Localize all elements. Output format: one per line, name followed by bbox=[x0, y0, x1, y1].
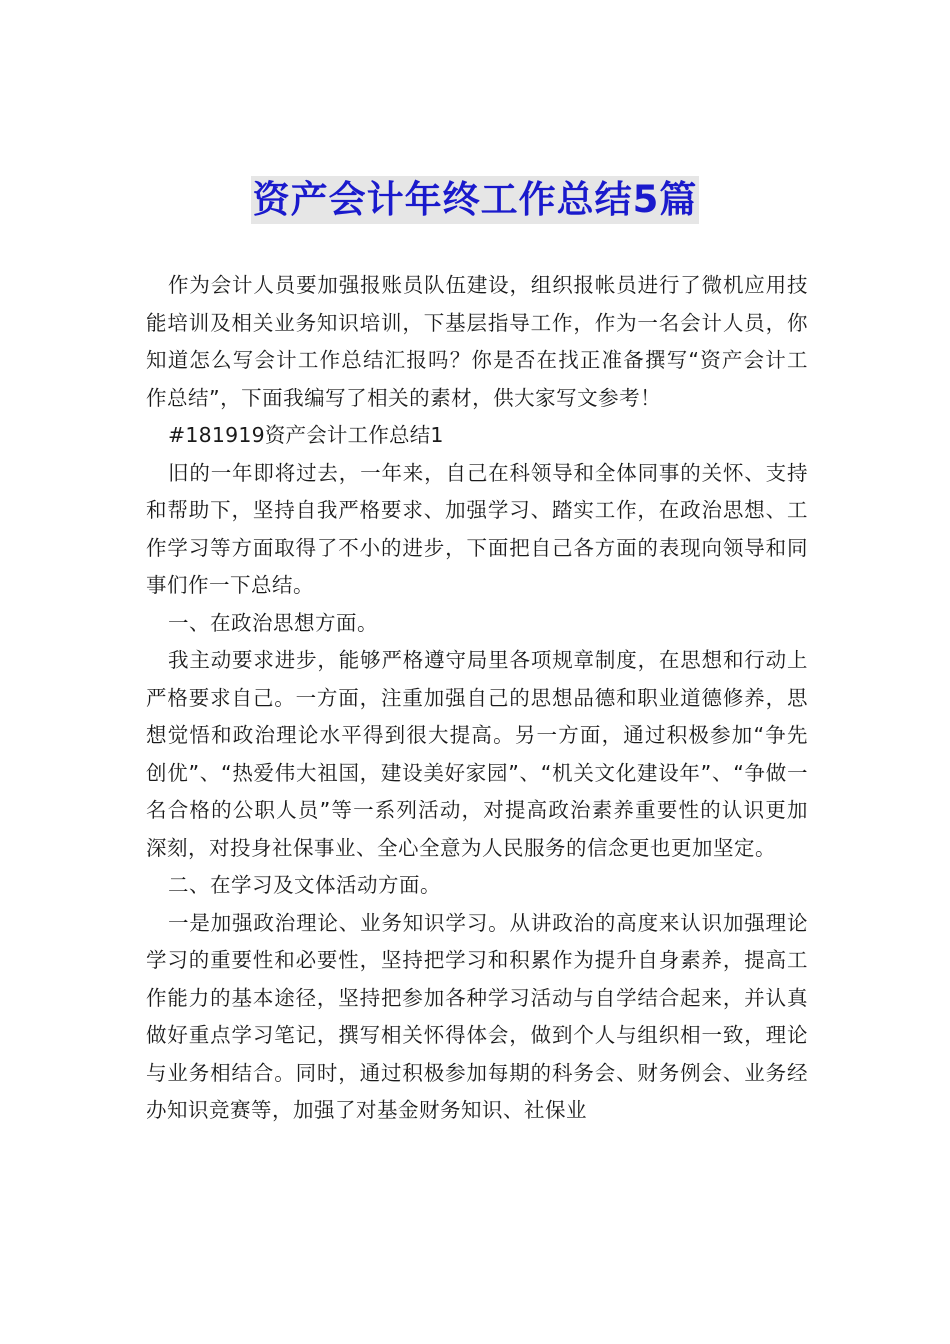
section-heading: #181919资产会计工作总结1 bbox=[168, 423, 444, 447]
intro-paragraph: 作为会计人员要加强报账员队伍建设，组织报帐员进行了微机应用技能培训及相关业务知识培训，下基层指导工作，作为一名会计人员，你知道怎么写会计工作总结汇报吗？你是否在找正准备撰写“资产会计工作总结”，下面我编写了相关的素材，供大家写文参考！ bbox=[146, 273, 808, 410]
document-body bbox=[146, 267, 808, 1130]
title-area bbox=[0, 176, 950, 224]
subsection-heading: 一、在政治思想方面。 bbox=[168, 610, 378, 635]
body-paragraph: 旧的一年即将过去，一年来，自己在科领导和全体同事的关怀、支持和帮助下，坚持自我严格要求、加强学习、踏实工作，在政治思想、工作学习等方面取得了不小的进步，下面把自己各方面的表现向领导和同事们作一下总结。 bbox=[146, 460, 808, 597]
subsection-heading: 二、在学习及文体活动方面。 bbox=[168, 873, 441, 897]
body-paragraph: 我主动要求进步，能够严格遵守局里各项规章制度，在思想和行动上严格要求自己。一方面，注重加强自己的思想品德和职业道德修养，思想觉悟和政治理论水平得到很大提高。另一方面，通过积极参加“争先创优”、“热爱伟大祖国，建设美好家园”、“机关文化建设年”、“争做一名合格的公职人员”等一系列活动，对提高政治素养重要性的认识更加深刻，对投身社保事业、全心全意为人民服务的信念更也更加坚定。 bbox=[146, 648, 808, 860]
document-title: 资产会计年终工作总结5篇 bbox=[251, 176, 700, 224]
body-paragraph: 一是加强政治理论、业务知识学习。从讲政治的高度来认识加强理论学习的重要性和必要性，坚持把学习和积累作为提升自身素养，提高工作能力的基本途径，坚持把参加各种学习活动与自学结合起来，并认真做好重点学习笔记，撰写相关怀得体会，做到个人与组织相一致，理论与业务相结合。同时，通过积极参加每期的科务会、财务例会、业务经办知识竞赛等，加强了对基金财务知识、社保业 bbox=[146, 910, 808, 1122]
